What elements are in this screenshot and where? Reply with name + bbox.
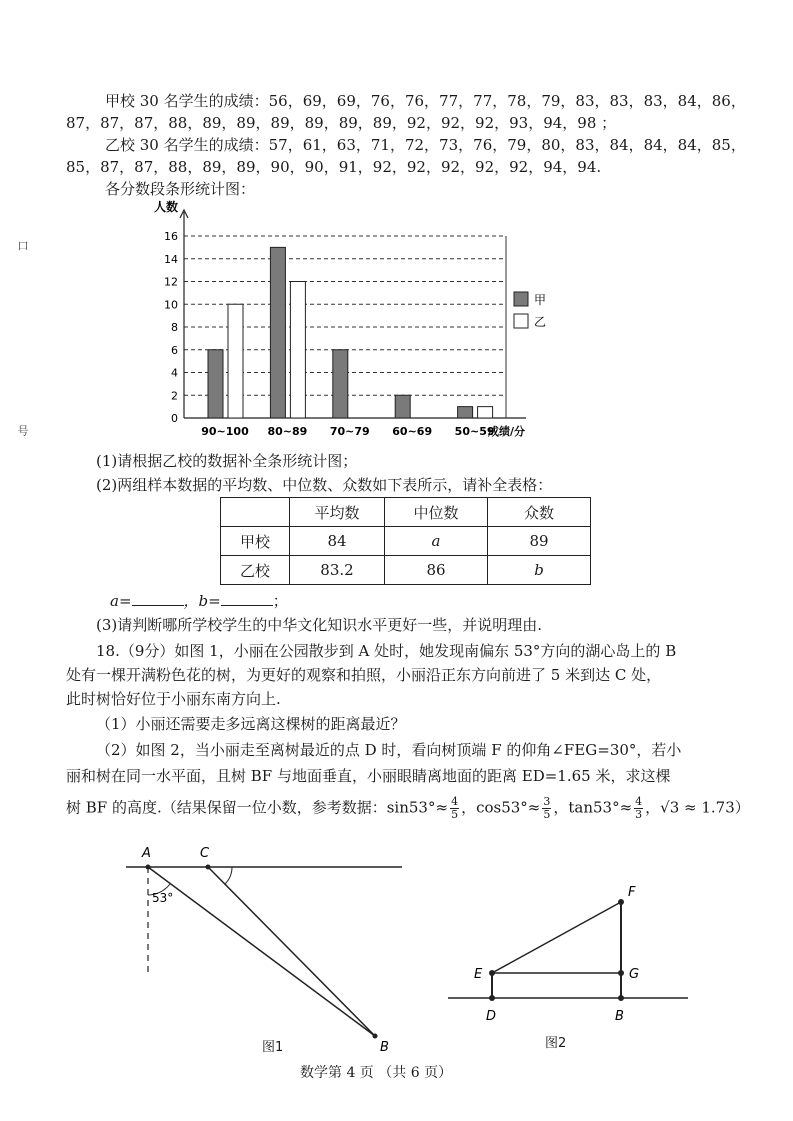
- y-axis-label: 人数: [154, 200, 179, 214]
- x-tick-label: 90~100: [201, 425, 249, 438]
- side-mark-2: 号: [16, 425, 29, 436]
- b-blank[interactable]: [221, 591, 273, 606]
- table-row: [221, 527, 591, 556]
- a-blank[interactable]: [132, 591, 184, 606]
- side-mark-1: 口: [16, 240, 29, 251]
- table-header-cell: 平均数: [290, 498, 385, 527]
- table-cell: 乙校: [221, 556, 290, 585]
- figure-1-label: 图1: [262, 1040, 284, 1055]
- problem18-sub2-line1: （2）如图 2，当小丽走至离树最近的点 D 时，看向树顶端 F 的仰角∠FEG=30°，若小: [96, 741, 682, 759]
- problem18-line1: 18.（9分）如图 1，小丽在公园散步到 A 处时，她发现南偏东 53°方向的湖心岛上的 B: [96, 642, 677, 660]
- bar-jia: [333, 350, 348, 418]
- y-tick-label: 12: [164, 275, 178, 289]
- a-label: a=: [110, 592, 132, 610]
- bar-jia: [208, 350, 223, 418]
- question-1: (1)请根据乙校的数据补全条形统计图；: [96, 452, 358, 470]
- label-G: G: [629, 967, 640, 982]
- y-tick-label: 16: [164, 230, 178, 243]
- fraction-denominator: 3: [635, 808, 643, 821]
- bar-yi: [228, 304, 243, 418]
- bar-jia: [270, 247, 285, 418]
- point-A: [146, 865, 151, 870]
- point-B2: [618, 995, 624, 1001]
- fraction-sin: [450, 796, 459, 821]
- fraction-tan: [634, 796, 643, 821]
- table-cell: 84: [290, 527, 385, 556]
- y-tick-label: 6: [171, 343, 178, 357]
- chart-caption: 各分数段条形统计图：: [105, 180, 256, 198]
- table-header-cell: 中位数: [385, 498, 488, 527]
- ref-text-d: ，√3 ≈ 1.73）: [645, 798, 750, 817]
- fraction-numerator: 3: [543, 795, 551, 808]
- page-footer: 数学第 4 页 （共 6 页）: [300, 1065, 453, 1081]
- figure-1: [0, 840, 793, 1060]
- label-B2: B: [615, 1009, 624, 1024]
- segment-AB: [148, 867, 375, 1036]
- bar-jia: [458, 407, 473, 418]
- ab-end: ；: [272, 592, 288, 610]
- label-F: F: [628, 885, 636, 900]
- fraction-cos: [542, 796, 551, 821]
- stats-table: [220, 497, 591, 585]
- point-B: [373, 1034, 378, 1039]
- point-D: [489, 995, 495, 1001]
- ref-text-c: ，tan53°≈: [553, 798, 633, 817]
- bar-chart: [0, 190, 793, 450]
- y-tick-label: 4: [171, 366, 178, 380]
- x-tick-label: 80~89: [267, 425, 308, 438]
- label-C: C: [200, 846, 210, 861]
- problem18-sub2-line3: [66, 796, 750, 821]
- question-2: (2)两组样本数据的平均数、中位数、众数如下表所示，请补全表格：: [96, 476, 553, 494]
- y-tick-label: 10: [164, 298, 178, 312]
- fraction-numerator: 4: [635, 795, 643, 808]
- answer-blanks: [110, 590, 288, 612]
- bar-jia: [395, 395, 410, 418]
- ref-text-b: ，cos53°≈: [461, 798, 541, 817]
- y-tick-label: 2: [171, 389, 178, 403]
- legend-swatch: [514, 292, 528, 306]
- angle-C-arc: [225, 867, 232, 884]
- label-B: B: [380, 1040, 389, 1055]
- label-E: E: [474, 967, 483, 982]
- table-cell: a: [385, 527, 488, 556]
- x-axis-label: 成绩/分: [488, 425, 526, 438]
- problem18-line3: 此时树恰好位于小丽东南方向上.: [66, 690, 281, 708]
- point-C: [206, 865, 211, 870]
- table-header-row: [221, 498, 591, 527]
- problem18-line2: 处有一棵开满粉色花的树，为更好的观察和拍照，小丽沿正东方向前进了 5 米到达 C 处，: [66, 666, 662, 684]
- table-cell: 89: [488, 527, 591, 556]
- b-label: ，b=: [183, 592, 221, 610]
- figure-2-label: 图2: [545, 1036, 567, 1051]
- y-tick-label: 8: [171, 321, 178, 334]
- problem18-sub1: （1）小丽还需要走多远离这棵树的距离最近？: [96, 715, 406, 733]
- legend-label: 甲: [534, 293, 547, 307]
- fraction-numerator: 4: [451, 795, 459, 808]
- jia-scores-line2: 87，87，87，88，89，89，89，89，89，89，92，92，92，93，94，98 ；: [66, 114, 617, 132]
- segment-EF: [492, 902, 621, 973]
- ref-text-a: 树 BF 的高度.（结果保留一位小数，参考数据：sin53°≈: [66, 798, 449, 817]
- problem18-sub2-line2: 丽和树在同一水平面，且树 BF 与地面垂直，小丽眼睛离地面的距离 ED=1.65 米，求这棵: [66, 767, 671, 785]
- label-D: D: [486, 1009, 497, 1024]
- table-header-cell: [221, 498, 290, 527]
- label-A: A: [142, 846, 151, 861]
- table-row: [221, 556, 591, 585]
- x-tick-label: 60~69: [392, 425, 433, 438]
- bar-yi: [478, 407, 493, 418]
- question-3: (3)请判断哪所学校学生的中华文化知识水平更好一些，并说明理由.: [96, 616, 543, 634]
- x-tick-label: 70~79: [329, 425, 370, 438]
- y-tick-label: 14: [164, 252, 178, 266]
- point-F: [618, 899, 624, 905]
- legend-label: 乙: [534, 315, 547, 329]
- point-G: [618, 970, 624, 976]
- point-E: [489, 970, 495, 976]
- fraction-denominator: 5: [543, 808, 551, 821]
- segment-CB: [208, 867, 375, 1036]
- table-header-cell: 众数: [488, 498, 591, 527]
- legend-swatch: [514, 314, 528, 328]
- yi-scores-line2: 85，87，87，88，89，89，90，90，91，92，92，92，92，92，94，94.: [66, 158, 602, 176]
- jia-scores-line1: 甲校 30 名学生的成绩：56，69，69，76，76，77，77，78，79，83，83，83，84，86，: [105, 92, 746, 110]
- x-tick-label: 50~59: [454, 425, 495, 438]
- yi-scores-line1: 乙校 30 名学生的成绩：57，61，63，71，72，73，76，79，80，83，84，84，84，85，: [105, 136, 746, 154]
- table-cell: b: [488, 556, 591, 585]
- table-cell: 83.2: [290, 556, 385, 585]
- angle-label: 53°: [152, 891, 174, 905]
- bar-yi: [290, 282, 305, 419]
- y-tick-label: 0: [171, 412, 178, 425]
- table-cell: 86: [385, 556, 488, 585]
- table-cell: 甲校: [221, 527, 290, 556]
- fraction-denominator: 5: [451, 808, 459, 821]
